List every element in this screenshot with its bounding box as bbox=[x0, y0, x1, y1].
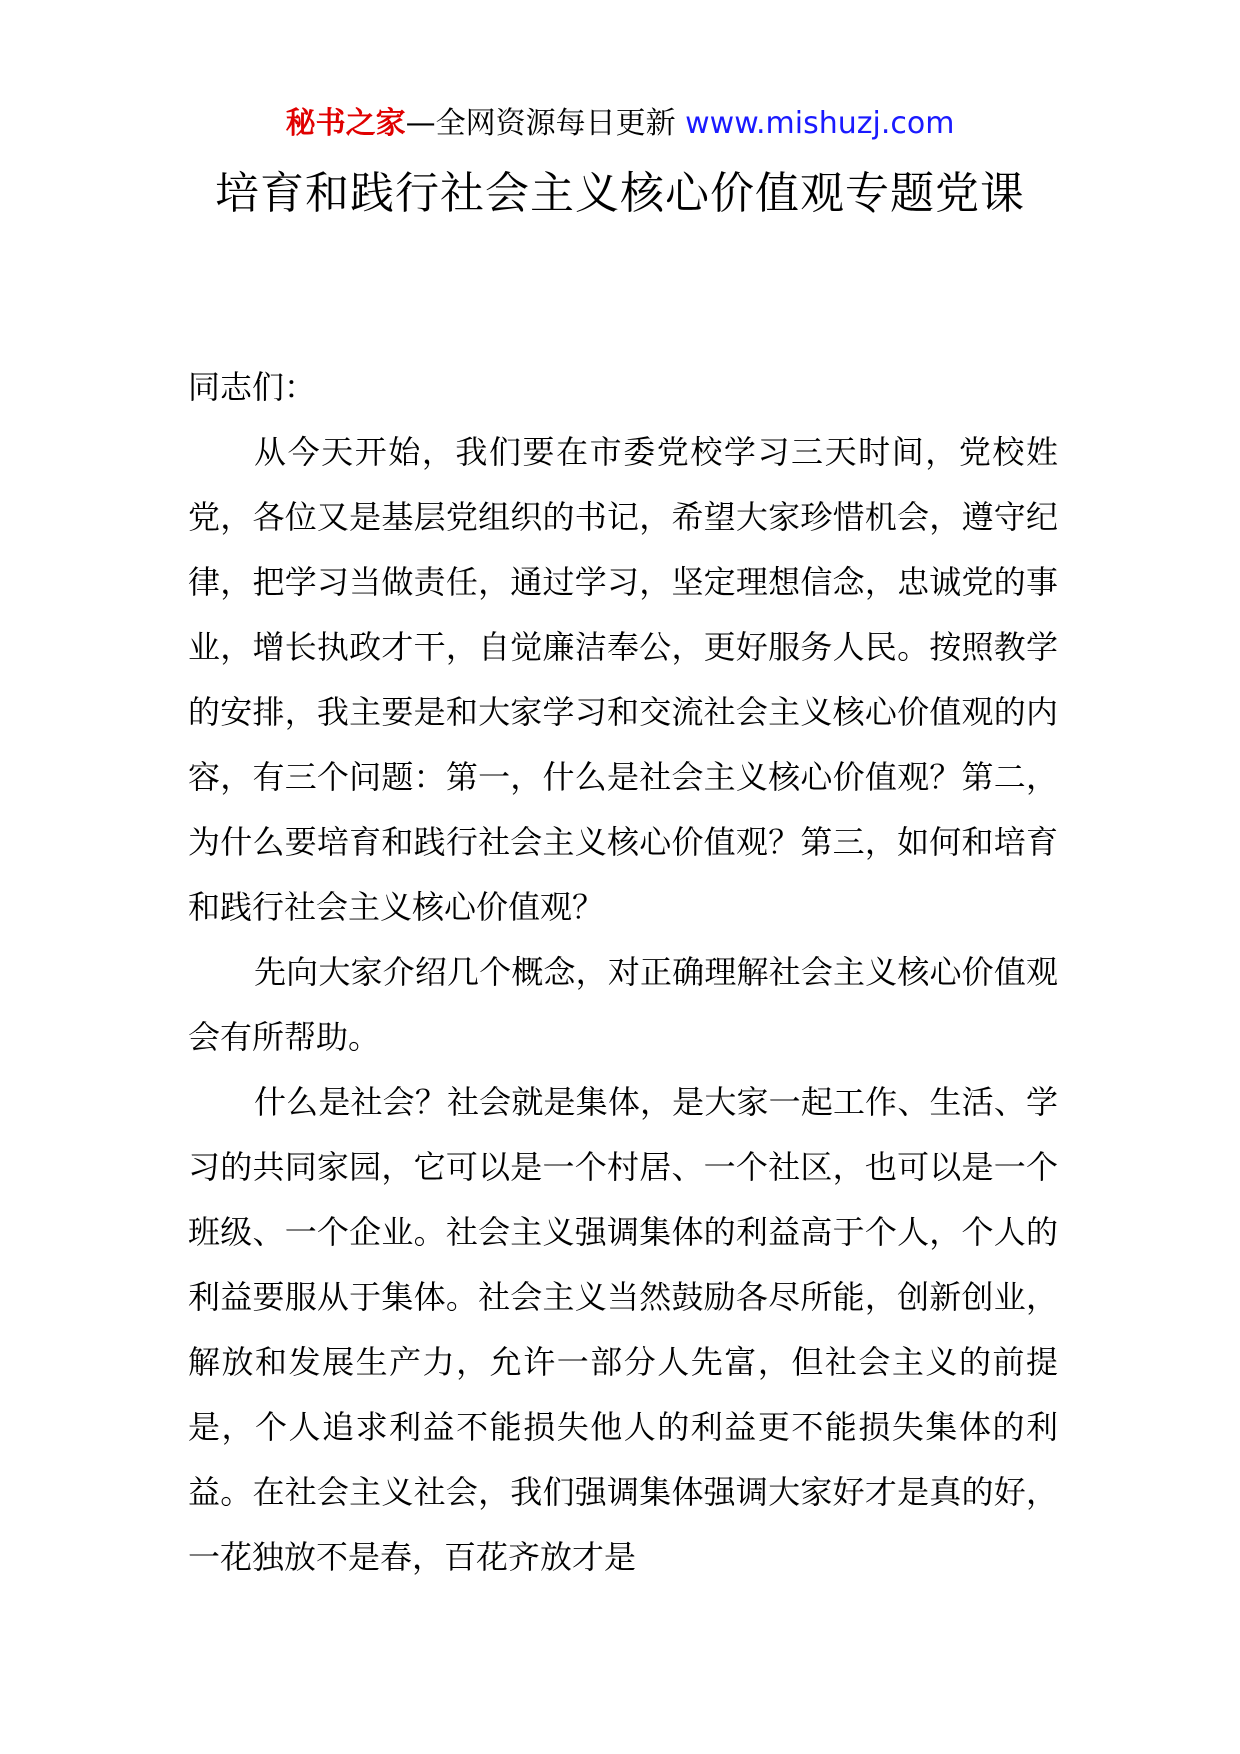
document-title: 培育和践行社会主义核心价值观专题党课 bbox=[215, 168, 1025, 219]
paragraph-society: 什么是社会？社会就是集体，是大家一起工作、生活、学习的共同家园，它可以是一个村居、一个社区，也可以是一个班级、一个企业。社会主义强调集体的利益高于个人，个人的利益要服从于集体。社会主义当然鼓励各尽所能，创新创业，解放和发展生产力，允许一部分人先富，但社会主义的前提是，个人追求利益不能损失他人的利益更不能损失集体的利益。在社会主义社会，我们强调集体强调大家好才是真的好，一花独放不是春，百花齐放才是 bbox=[188, 1083, 1058, 1576]
site-header bbox=[0, 100, 1240, 148]
paragraph-intro: 从今天开始，我们要在市委党校学习三天时间，党校姓党，各位又是基层党组织的书记，希望大家珍惜机会，遵守纪律，把学习当做责任，通过学习，坚定理想信念，忠诚党的事业，增长执政才干，自觉廉洁奉公，更好服务人民。按照教学的安排，我主要是和大家学习和交流社会主义核心价值观的内容，有三个问题：第一，什么是社会主义核心价值观？第二，为什么要培育和践行社会主义核心价值观？第三，如何和培育和践行社会主义核心价值观？ bbox=[188, 433, 1058, 926]
brand-name: 秘书之家 bbox=[285, 106, 406, 141]
document-body bbox=[188, 355, 1058, 1590]
site-url-link[interactable]: www.mishuzj.com bbox=[685, 106, 955, 141]
salutation: 同志们： bbox=[188, 368, 317, 406]
paragraph-concepts: 先向大家介绍几个概念，对正确理解社会主义核心价值观会有所帮助。 bbox=[188, 953, 1058, 1056]
header-slogan: —全网资源每日更新 bbox=[405, 106, 676, 141]
